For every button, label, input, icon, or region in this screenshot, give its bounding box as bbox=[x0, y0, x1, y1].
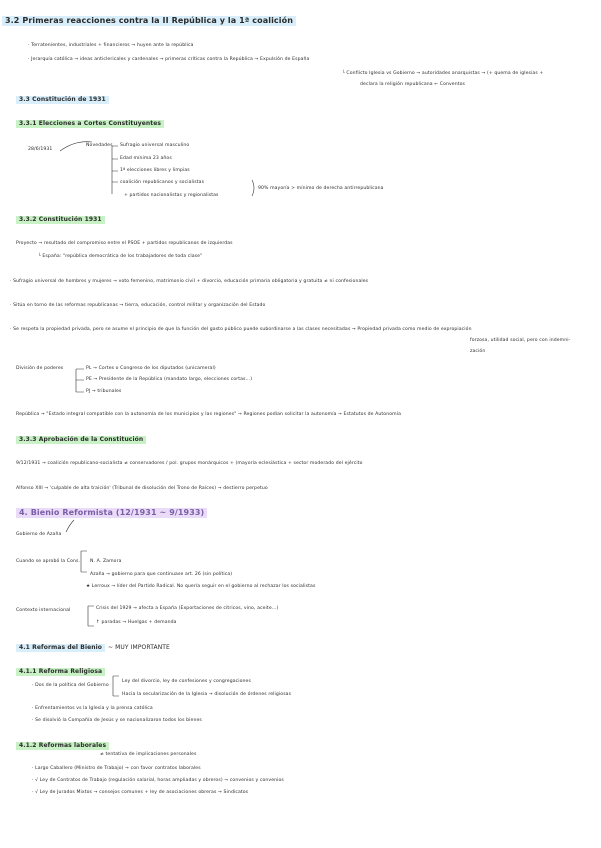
s331-item-5: + partidos nacionalistas y regionalistas bbox=[124, 193, 219, 198]
s32-line-4: declara la religión republicana ← Conventos bbox=[360, 82, 466, 87]
s332-line-1: Proyecto → resultado del compromiso entre el PSOE + partidos republicanos de izquierdas bbox=[16, 241, 233, 246]
s331-item-4: coalición republicanos y socialistas bbox=[120, 180, 205, 185]
s4-zamora: N. A. Zamora bbox=[90, 559, 122, 564]
heading-4-dates: (12/1931 ~ 9/1933) bbox=[115, 508, 205, 517]
s412-line-1: · Largo Caballero (Ministro de Trabajo) → con favor contratos laborales bbox=[32, 766, 201, 771]
s411-line-4: · Enfrentamientos vs la Iglesia y la prensa católica bbox=[32, 706, 153, 711]
s411-line-3: Hacia la secularización de la Iglesia → disolución de órdenes religiosas bbox=[122, 692, 292, 697]
s332-line-2: └ España: "república democrática de los trabajadores de toda clase" bbox=[38, 254, 203, 259]
heading-4-1-2: 4.1.2 Reformas laborales bbox=[16, 742, 109, 750]
s331-item-2: Edad mínima 23 años bbox=[120, 156, 172, 161]
power-legislative: PL → Cortes o Congreso de los diputados (unicameral) bbox=[86, 366, 216, 371]
s411-line-5: · Se disolvió la Compañía de Jesús y se nacionalizaron todos los bienes bbox=[32, 718, 202, 723]
s4-lerroux: ★ Lerroux → líder del Partido Radical. No quería seguir en el gobierno al rechazar los socialistas bbox=[86, 584, 316, 589]
novelties-label: Novedades bbox=[86, 143, 113, 148]
heading-3-3-3: 3.3.3 Aprobación de la Constitución bbox=[16, 436, 146, 444]
s332-line-7: zación bbox=[470, 349, 486, 354]
s32-line-2: · Jerarquía católica → ideas anticlericales y cardenales → primeras críticas contra la República → Expulsión de España bbox=[28, 57, 310, 62]
s332-republic: República → "Estado integral compatible con la autonomía de los municipios y las regiones" → Regiones podían solicitar la autonomía → Estatutos de Autonomía bbox=[16, 412, 401, 417]
election-date: 28/6/1931 bbox=[28, 147, 53, 152]
heading-4-1-note: ~ MUY IMPORTANTE bbox=[108, 644, 170, 651]
heading-4-1: 4.1 Reformas del Bienio bbox=[16, 644, 105, 652]
heading-4-title: 4. Bienio Reformista bbox=[19, 508, 113, 517]
s411-line-2: Ley del divorcio, ley de confesiones y congregaciones bbox=[122, 679, 251, 684]
power-executive: PE → Presidente de la República (mandato largo, elecciones cortas...) bbox=[86, 377, 253, 382]
heading-3-3-1: 3.3.1 Elecciones a Cortes Constituyentes bbox=[16, 120, 164, 128]
s333-line-2: Alfonso XIII → 'culpable de alta traición' (Tribunal de disolución del Trono de Raíces) → destierro perpetuo bbox=[16, 486, 268, 491]
s332-line-3: · Sufragio universal de hombres y mujeres → voto femenino, matrimonio civil + divorcio, educación primaria obligatoria y gratuita ≠ ni confesionales bbox=[10, 279, 369, 284]
s331-majority: 90% mayoría > mínimo de derecha antirrepublicana bbox=[258, 186, 384, 191]
s4-azana: Azaña → gobierno para que continuase art. 26 (sin política) bbox=[90, 572, 233, 577]
s32-line-3: └ Conflicto Iglesia vs Gobierno → autoridades anarquistas → (+ quema de iglesias + bbox=[342, 71, 544, 76]
heading-3-2: 3.2 Primeras reacciones contra la II República y la 1ª coalición bbox=[2, 16, 296, 26]
s331-item-1: Sufragio universal masculino bbox=[120, 143, 190, 148]
power-judicial: PJ → tribunales bbox=[86, 389, 122, 394]
heading-3-3: 3.3 Constitución de 1931 bbox=[16, 96, 109, 104]
s332-line-5: · Se respeta la propiedad privada, pero se asume el principio de que la función del gasto público puede subordinarse a las clases necesitadas → Propiedad privada como medio de expropiación bbox=[10, 327, 472, 332]
s4-strikes: ↑ paradas → Huelgas + demanda bbox=[96, 620, 177, 625]
s333-line-1: 9/12/1931 → coalición republicano-socialista ≠ conservadores / pol. grupos monárquicos + (mayoría eclesiástica + sector moderado del ejército bbox=[16, 461, 363, 466]
s412-line-0: ≠ tentativa de implicaciones personales bbox=[100, 752, 197, 757]
s4-line-2: Cuando se aprobó la Cons. bbox=[16, 559, 81, 564]
s412-line-3: · √ Ley de Jurados Mixtos → consejos comunes + ley de asociaciones obreras → Sindicatos bbox=[32, 790, 249, 795]
heading-4 bbox=[16, 508, 207, 518]
heading-3-3-2: 3.3.2 Constitución 1931 bbox=[16, 216, 105, 224]
s412-line-2: · √ Ley de Contratos de Trabajo (regulación salarial, horas ampliadas y obreros) → convenios y convenios bbox=[32, 778, 284, 783]
heading-4-1-1: 4.1.1 Reforma Religiosa bbox=[16, 668, 105, 676]
s331-item-3: 1ª elecciones libres y limpias bbox=[120, 168, 190, 173]
s32-line-1: · Terratenientes, industriales + financieros → huyen ante la república bbox=[28, 43, 194, 48]
powers-label: División de poderes bbox=[16, 366, 64, 371]
s411-line-1: · Dos de la política del Gobierno bbox=[32, 683, 109, 688]
s4-crisis: Crisis del 1929 → afecta a España (Exportaciones de cítricos, vino, aceite...) bbox=[96, 606, 279, 611]
azana-government: Gobierno de Azaña bbox=[16, 532, 62, 537]
s332-line-4: · Sitúa en torno de las reformas republicanas → tierra, educación, control militar y organización del Estado bbox=[10, 303, 266, 308]
international-context: Contexto internacional bbox=[16, 608, 71, 613]
s332-line-6: forzosa, utilidad social, pero con indemni- bbox=[470, 338, 571, 343]
